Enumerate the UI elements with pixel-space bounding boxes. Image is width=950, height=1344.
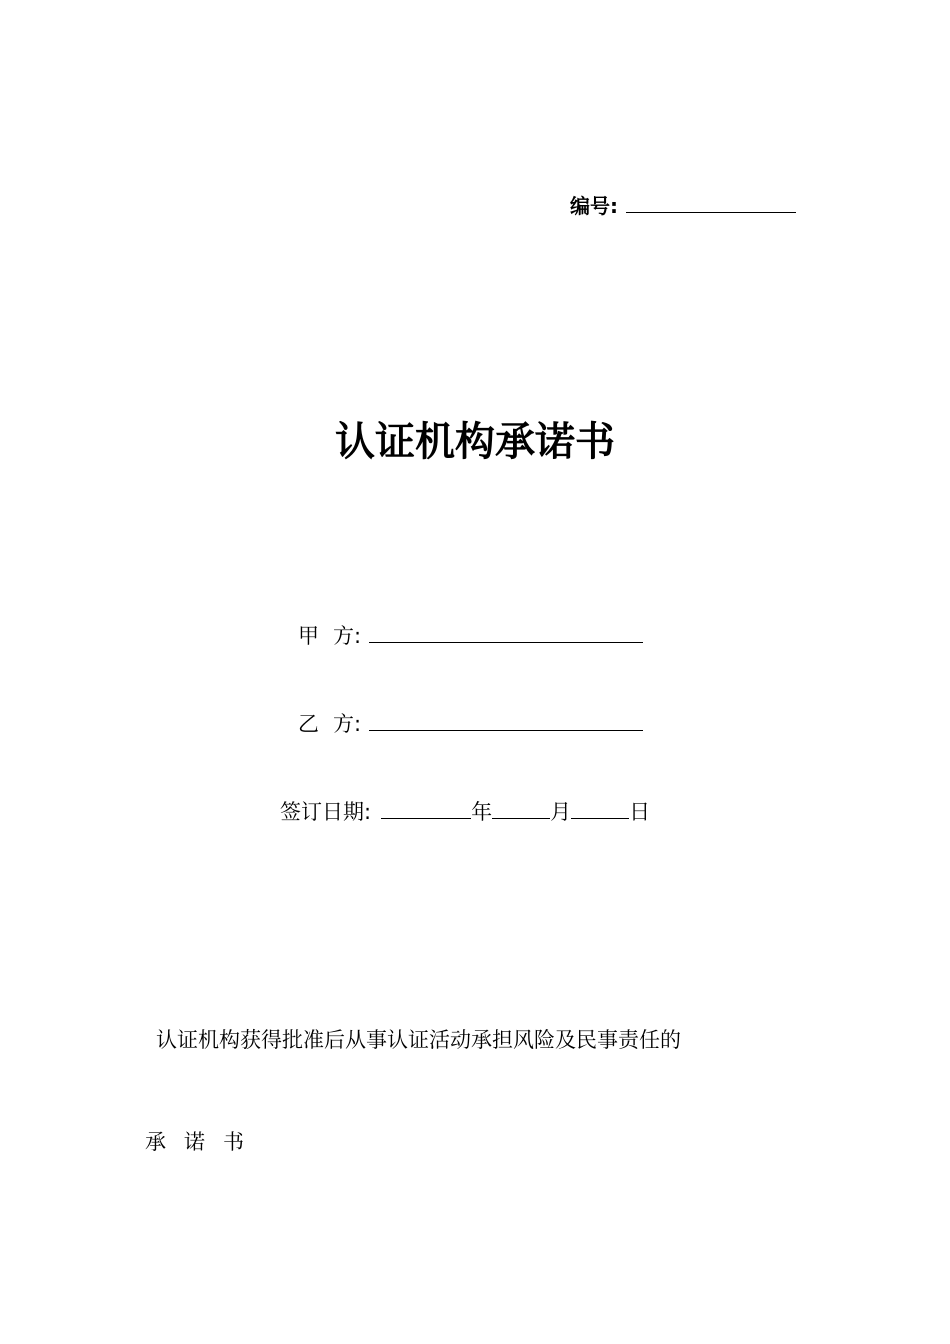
signing-date-field <box>280 796 650 826</box>
section-heading: 承诺书 <box>145 1130 262 1154</box>
day-blank[interactable] <box>571 800 629 819</box>
serial-number-blank[interactable] <box>626 192 796 213</box>
year-label: 年 <box>471 800 493 824</box>
party-a-label-char2: 方: <box>333 624 362 648</box>
month-label: 月 <box>550 800 572 824</box>
serial-number-field <box>570 190 796 219</box>
party-b-label-char2: 方: <box>333 712 362 736</box>
party-a-field <box>298 620 643 650</box>
signing-date-label: 签订日期: <box>280 800 372 824</box>
year-blank[interactable] <box>381 800 471 819</box>
party-b-field <box>298 708 643 738</box>
day-label: 日 <box>629 800 651 824</box>
month-blank[interactable] <box>492 800 550 819</box>
party-b-blank[interactable] <box>369 712 643 731</box>
party-a-blank[interactable] <box>369 624 643 643</box>
document-title: 认证机构承诺书 <box>335 419 615 465</box>
party-a-label-char1: 甲 <box>298 624 319 648</box>
subtitle-text: 认证机构获得批准后从事认证活动承担风险及民事责任的 <box>156 1028 681 1052</box>
party-b-label-char1: 乙 <box>298 712 319 736</box>
serial-number-label: 编号: <box>570 194 618 218</box>
